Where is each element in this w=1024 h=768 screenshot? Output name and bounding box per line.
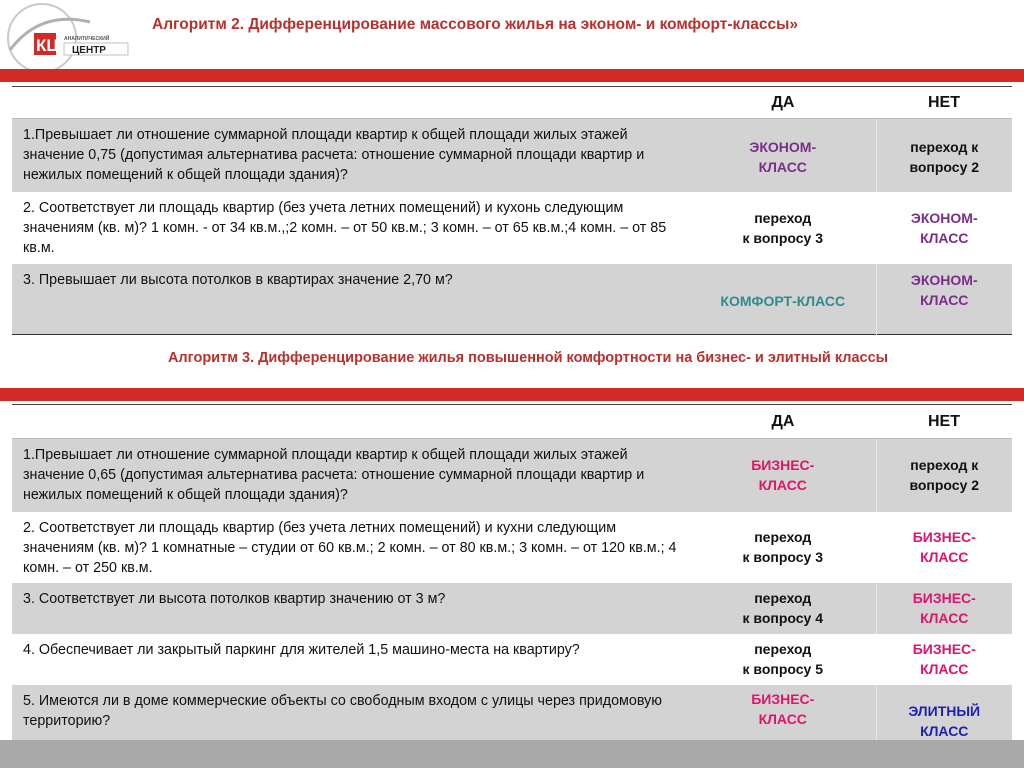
answer-no-cell [876,583,1012,634]
answer-yes-cell [690,264,876,335]
algorithm-3-table [12,404,1012,741]
answer-no-text: БИЗНЕС- КЛАСС [912,529,976,565]
answer-yes-text: БИЗНЕС- КЛАСС [751,457,815,494]
answer-no-text: переход к вопросу 2 [909,139,980,175]
header-blank-cell [12,87,690,119]
answer-yes-text: переход к вопросу 3 [742,209,823,246]
answer-no-text: ЭКОНОМ- КЛАСС [910,209,978,246]
answer-yes-cell [690,583,876,634]
company-logo [0,0,140,72]
question-cell: 2. Соответствует ли площадь квартир (без учета летних помещений) и кухонь следующим значениям (кв. м)? 1 комн. - от 34 кв.м.,;2 комн. – от 50 кв.м.; 3 комн. – от 65 кв.м.;4 комн. – от 85 кв.м. [12,192,690,264]
table-row [12,119,1012,192]
answer-no-cell [876,634,1012,685]
answer-yes-cell [690,685,876,741]
logo-letters: КЦ [36,36,59,55]
table-row [12,685,1012,741]
algorithm-2-table [12,86,1012,335]
question-cell: 2. Соответствует ли площадь квартир (без учета летних помещений) и кухни следующим значениям (кв. м)? 1 комнатные – студии от 60 кв.м.; 2 комн. – от 80 кв.м.; 3 комн. – от 120 кв.м.; 4 комн. – от 250 кв.м. [12,512,690,583]
table-row [12,583,1012,634]
answer-no-text: переход к вопросу 2 [909,457,980,494]
table-row [12,264,1012,335]
col-no-header: НЕТ [876,405,1012,439]
page-title: Алгоритм 2. Дифференцирование массового жилья на эконом- и комфорт-классы» [152,16,799,33]
section-divider [0,388,1024,401]
table-header-row [12,87,1012,119]
answer-no-cell [876,685,1012,741]
logo-tagline: АНАЛИТИЧЕСКИЙ [64,36,110,42]
section-subtitle: Алгоритм 3. Дифференцирование жилья повышенной комфортности на бизнес- и элитный классы [167,350,889,366]
logo-word: ЦЕНТР [72,45,106,56]
answer-yes-text: переход к вопросу 4 [742,590,823,626]
table-row [12,192,1012,264]
answer-no-text: БИЗНЕС- КЛАСС [912,641,976,677]
table-row [12,634,1012,685]
answer-no-cell [876,439,1012,512]
answer-yes-cell [690,439,876,512]
answer-no-cell [876,512,1012,583]
answer-no-text: БИЗНЕС- КЛАСС [912,590,976,626]
answer-yes-text: БИЗНЕС- КЛАСС [751,690,815,727]
answer-yes-cell [690,192,876,264]
answer-yes-text: переход к вопросу 3 [742,529,823,565]
answer-yes-text: переход к вопросу 5 [742,641,823,677]
question-cell: 5. Имеются ли в доме коммерческие объекты со свободным входом с улицы через придомовую территорию? [12,685,690,741]
table-row [12,512,1012,583]
question-cell: 3. Соответствует ли высота потолков квартир значению от 3 м? [12,583,690,634]
question-cell: 1.Превышает ли отношение суммарной площади квартир к общей площади жилых этажей значение 0,75 (допустимая альтернатива расчета: отношение суммарной площади квартир и нежилых помещений к общей площади здания)? [12,119,690,192]
question-cell: 3. Превышает ли высота потолков в квартирах значение 2,70 м? [12,264,690,335]
header-divider [0,69,1024,82]
answer-yes-text: КОМФОРТ-КЛАСС [720,292,846,309]
col-yes-header: ДА [690,405,876,439]
answer-yes-cell [690,512,876,583]
col-yes-header: ДА [690,87,876,119]
answer-yes-cell [690,119,876,192]
question-cell: 1.Превышает ли отношение суммарной площади квартир к общей площади жилых этажей значение 0,65 (допустимая альтернатива расчета: отношение суммарной площади квартир и нежилых помещений к общей площади здания)? [12,439,690,512]
answer-yes-text: ЭКОНОМ- КЛАСС [749,139,817,175]
answer-no-text: ЭЛИТНЫЙ КЛАСС [908,702,981,739]
table-row [12,439,1012,512]
header-blank-cell [12,405,690,439]
table-header-row [12,405,1012,439]
answer-yes-cell [690,634,876,685]
col-no-header: НЕТ [876,87,1012,119]
answer-no-text: ЭКОНОМ- КЛАСС [910,271,978,308]
question-cell: 4. Обеспечивает ли закрытый паркинг для жителей 1,5 машино-места на квартиру? [12,634,690,685]
footer-bar [0,740,1024,768]
answer-no-cell [876,192,1012,264]
answer-no-cell [876,264,1012,335]
answer-no-cell [876,119,1012,192]
